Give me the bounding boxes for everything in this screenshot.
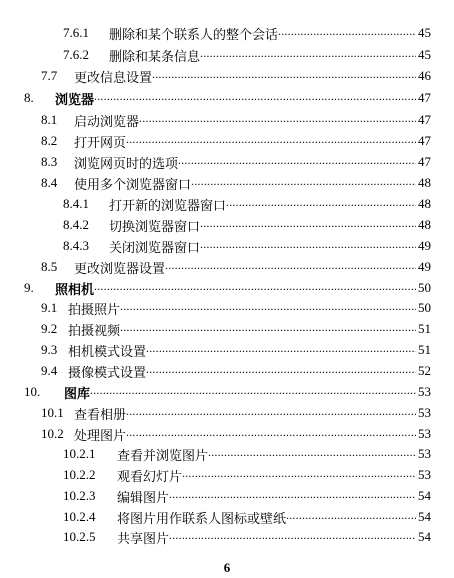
- toc-entry-page: 47: [418, 112, 431, 127]
- toc-entry-page: 53: [418, 467, 431, 482]
- toc-entry-number: 8.4: [41, 175, 58, 190]
- toc-entry-9-2[interactable]: [41, 319, 431, 339]
- toc-entry-title: 使用多个浏览器窗口: [74, 176, 192, 192]
- toc-entry-page: 51: [418, 342, 431, 357]
- toc-entry-number: 7.6.2: [63, 47, 89, 62]
- toc-entry-page: 47: [418, 90, 431, 105]
- toc-entry-7-6-2[interactable]: [63, 45, 431, 65]
- toc-entry-8[interactable]: [24, 88, 431, 108]
- toc-entry-page: 50: [418, 280, 431, 295]
- toc-entry-10-2-5[interactable]: [63, 527, 431, 547]
- toc-entry-page: 45: [418, 47, 431, 62]
- toc-leader-dots: [226, 194, 416, 214]
- toc-entry-10-2[interactable]: [41, 424, 431, 444]
- toc-entry-number: 7.6.1: [63, 25, 89, 40]
- toc-leader-dots: [169, 486, 416, 506]
- toc-entry-10-2-2[interactable]: [63, 465, 431, 485]
- toc-entry-number: 8.: [24, 90, 34, 105]
- toc-entry-number: 10.2.4: [63, 509, 96, 524]
- toc-entry-number: 8.4.1: [63, 196, 89, 211]
- toc-entry-10[interactable]: [24, 382, 431, 402]
- toc-entry-title: 将图片用作联系人图标或壁纸: [117, 510, 287, 526]
- toc-entry-page: 45: [418, 25, 431, 40]
- toc-leader-dots: [191, 173, 416, 193]
- toc-entry-title: 共享图片: [117, 530, 170, 546]
- toc-entry-page: 53: [418, 384, 431, 399]
- toc-entry-title: 观看幻灯片: [117, 468, 183, 484]
- toc-entry-9[interactable]: [24, 278, 431, 298]
- toc-entry-page: 50: [418, 300, 431, 315]
- toc-leader-dots: [200, 236, 416, 256]
- toc-entry-number: 10.: [24, 384, 41, 399]
- toc-entry-page: 47: [418, 154, 431, 169]
- toc-entry-8-5[interactable]: [41, 257, 431, 277]
- toc-entry-title: 浏览器: [55, 91, 95, 107]
- toc-entry-page: 52: [418, 363, 431, 378]
- toc-entry-number: 8.2: [41, 133, 58, 148]
- toc-leader-dots: [208, 444, 416, 464]
- toc-entry-number: 9.4: [41, 363, 58, 378]
- toc-entry-title: 更改浏览器设置: [74, 260, 166, 276]
- toc-entry-number: 10.1: [41, 405, 64, 420]
- page-number: 6: [223, 560, 231, 575]
- toc-entry-number: 7.7: [41, 68, 58, 83]
- toc-leader-dots: [126, 131, 416, 151]
- toc-entry-title: 编辑图片: [117, 489, 170, 505]
- toc-entry-title: 打开新的浏览器窗口: [109, 197, 227, 213]
- toc-leader-dots: [278, 23, 416, 43]
- toc-entry-page: 46: [418, 68, 431, 83]
- toc-entry-number: 9.: [24, 280, 34, 295]
- toc-entry-number: 10.2.1: [63, 446, 96, 461]
- toc-leader-dots: [146, 361, 416, 381]
- toc-leader-dots: [178, 152, 416, 172]
- toc-entry-7-6-1[interactable]: [63, 23, 431, 43]
- toc-entry-title: 更改信息设置: [74, 69, 153, 85]
- toc-entry-9-1[interactable]: [41, 298, 431, 318]
- toc-entry-page: 54: [418, 509, 431, 524]
- toc-entry-8-4[interactable]: [41, 173, 431, 193]
- toc-entry-8-1[interactable]: [41, 110, 431, 130]
- toc-leader-dots: [90, 382, 416, 402]
- toc-entry-title: 浏览网页时的选项: [74, 155, 179, 171]
- toc-entry-page: 51: [418, 321, 431, 336]
- toc-entry-page: 54: [418, 488, 431, 503]
- toc-leader-dots: [120, 298, 416, 318]
- toc-entry-page: 54: [418, 529, 431, 544]
- toc-entry-title: 查看并浏览图片: [117, 447, 209, 463]
- toc-entry-10-2-1[interactable]: [63, 444, 431, 464]
- toc-entry-page: 49: [418, 238, 431, 253]
- toc-entry-page: 48: [418, 196, 431, 211]
- toc-entry-title: 启动浏览器: [74, 113, 140, 129]
- toc-entry-page: 48: [418, 175, 431, 190]
- toc-entry-number: 8.4.2: [63, 217, 89, 232]
- toc-leader-dots: [94, 88, 416, 108]
- toc-entry-9-3[interactable]: [41, 340, 431, 360]
- toc-entry-8-4-3[interactable]: [63, 236, 431, 256]
- toc-entry-title: 打开网页: [74, 134, 127, 150]
- toc-leader-dots: [182, 465, 416, 485]
- toc-entry-page: 53: [418, 446, 431, 461]
- toc-entry-9-4[interactable]: [41, 361, 431, 381]
- toc-leader-dots: [146, 340, 416, 360]
- toc-entry-8-4-1[interactable]: [63, 194, 431, 214]
- toc-entry-page: 53: [418, 426, 431, 441]
- toc-entry-number: 10.2.5: [63, 529, 96, 544]
- toc-entry-10-2-4[interactable]: [63, 507, 431, 527]
- toc-leader-dots: [200, 45, 416, 65]
- toc-entry-10-1[interactable]: [41, 403, 431, 423]
- toc-entry-number: 10.2: [41, 426, 64, 441]
- toc-entry-title: 摄像模式设置: [68, 364, 147, 380]
- toc-entry-number: 8.4.3: [63, 238, 89, 253]
- toc-entry-7-7[interactable]: [41, 66, 431, 86]
- toc-entry-page: 48: [418, 217, 431, 232]
- toc-entry-title: 删除和某个联系人的整个会话: [109, 26, 279, 42]
- toc-entry-number: 10.2.2: [63, 467, 96, 482]
- toc-entry-number: 8.1: [41, 112, 58, 127]
- toc-entry-number: 8.3: [41, 154, 58, 169]
- toc-leader-dots: [286, 507, 416, 527]
- toc-entry-number: 9.1: [41, 300, 58, 315]
- toc-entry-title: 切换浏览器窗口: [109, 218, 201, 234]
- toc-entry-page: 49: [418, 259, 431, 274]
- toc-leader-dots: [94, 278, 416, 298]
- toc-leader-dots: [120, 319, 416, 339]
- toc-entry-page: 47: [418, 133, 431, 148]
- toc-entry-title: 删除和某条信息: [109, 48, 201, 64]
- toc-entry-8-2[interactable]: [41, 131, 431, 151]
- toc-entry-title: 照相机: [55, 281, 95, 297]
- toc-entry-8-4-2[interactable]: [63, 215, 431, 235]
- toc-entry-title: 拍摄视频: [68, 322, 121, 338]
- toc-leader-dots: [152, 66, 416, 86]
- toc-leader-dots: [126, 424, 416, 444]
- toc-entry-page: 53: [418, 405, 431, 420]
- toc-leader-dots: [169, 527, 416, 547]
- toc-entry-number: 10.2.3: [63, 488, 96, 503]
- toc-entry-number: 9.3: [41, 342, 58, 357]
- toc-leader-dots: [165, 257, 416, 277]
- toc-entry-8-3[interactable]: [41, 152, 431, 172]
- toc-leader-dots: [200, 215, 416, 235]
- toc-entry-title: 图库: [64, 385, 91, 401]
- toc-leader-dots: [126, 403, 416, 423]
- toc-entry-title: 相机模式设置: [68, 343, 147, 359]
- toc-entry-title: 查看相册: [74, 406, 127, 422]
- toc-entry-10-2-3[interactable]: [63, 486, 431, 506]
- toc-entry-number: 8.5: [41, 259, 58, 274]
- toc-entry-number: 9.2: [41, 321, 58, 336]
- toc-leader-dots: [139, 110, 416, 130]
- toc-entry-title: 关闭浏览器窗口: [109, 239, 201, 255]
- toc-entry-title: 处理图片: [74, 427, 127, 443]
- toc-entry-title: 拍摄照片: [68, 301, 121, 317]
